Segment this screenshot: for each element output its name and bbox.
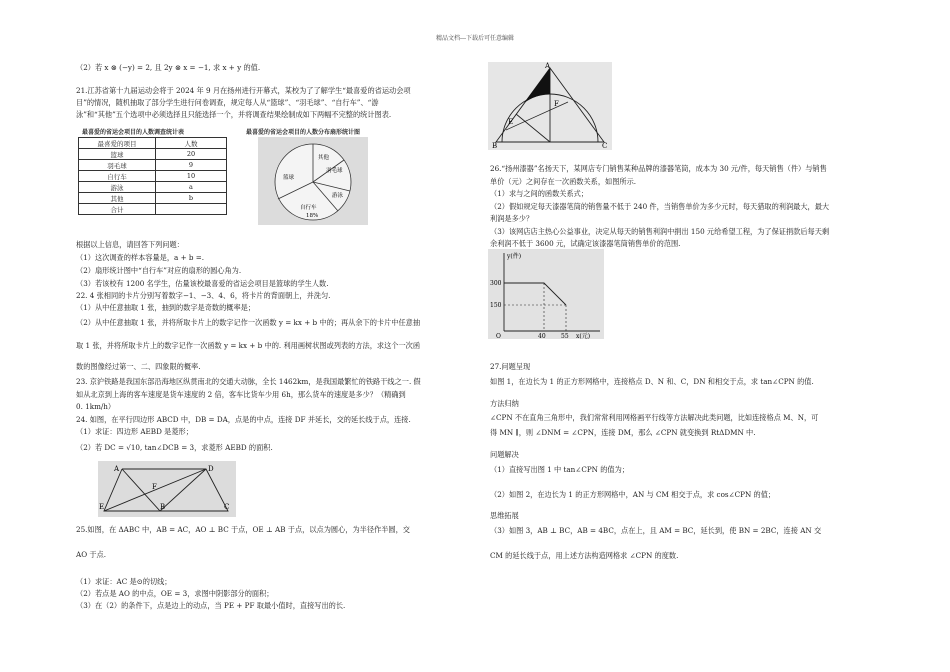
- q26-part1: （1）求与之间的函数关系式；: [490, 189, 589, 198]
- table-cell: 篮球: [79, 149, 156, 160]
- segment-oe: [516, 114, 550, 142]
- graph-y-label: y(件): [507, 253, 522, 260]
- page-header: 精品文档---下载后可任意编辑: [435, 35, 515, 42]
- q26-part2a: （2）假如规定每天漆器笔筒的销售量不低于 240 件，当销售单价为多少元时，每天猎取的利润最大，最大: [490, 202, 830, 211]
- q23-text-1: 23. 京沪铁路是我国东部沿海地区纵贯南北的交通大动脉，全长 1462km，是我国最繁忙的铁路干线之一. 假: [76, 377, 421, 386]
- table-cell: 其他: [79, 193, 156, 204]
- q26-text-2: 单价（元）之间存在一次函数关系，如图所示.: [490, 177, 637, 186]
- fig24-label-a: A: [114, 465, 120, 473]
- pie-chart-title: 最喜爱的省运会项目的人数分布扇形统计图: [246, 129, 361, 136]
- q20-part2: （2）若 x ⊗ (−y) = 2, 且 2y ⊗ x = −1, 求 x + y 的值.: [76, 63, 261, 72]
- table-cell: 游泳: [79, 182, 156, 193]
- table-cell: b: [156, 193, 227, 204]
- pie-label-percent: 18%: [306, 213, 319, 219]
- q23-text-3: 0. 1km/h）: [76, 402, 116, 411]
- table-header-row: [79, 138, 227, 149]
- graph-x-label: x(元): [576, 333, 591, 339]
- fig25-label-b: B: [492, 142, 498, 150]
- graph-tick-40: 40: [538, 333, 546, 339]
- q26-part2b: 利润是多少？: [490, 214, 534, 223]
- table-cell: 10: [156, 171, 227, 182]
- q22-part1: （1）从中任意抽取 1 张，抽到的数字是奇数的概率是；: [76, 303, 256, 312]
- table-row: [79, 160, 227, 171]
- table-row: [79, 182, 227, 193]
- parallelogram-svg: [98, 461, 236, 517]
- pie-figure: [258, 137, 368, 225]
- q25-text-2: AO 于点.: [76, 550, 107, 559]
- table-cell: a: [156, 182, 227, 193]
- semicircle-svg: [488, 62, 612, 150]
- fig25-label-e: E: [508, 118, 514, 126]
- q27-extend-heading: 思维拓展: [490, 511, 519, 520]
- q22-part2b: 取 1 张，并将所取卡片上的数字记作一次函数 y = kx + b 中的. 利用画树状图或列表的方法，求这个一次函: [76, 341, 421, 350]
- pie-label-basketball: 篮球: [283, 175, 295, 181]
- graph-tick-150: 150: [490, 302, 502, 309]
- q22-text: 22. 4 张相同的卡片分别写着数字−1、−3、4、6，将卡片的背面朝上，并洗匀.: [76, 291, 331, 300]
- q22-part2a: （2）从中任意抽取 1 张，并将所取卡片上的数字记作一次函数 y = kx + b 中的；再从余下的卡片中任意抽: [76, 318, 421, 327]
- fig25-label-f: F: [554, 100, 559, 108]
- table-cell: 羽毛球: [79, 160, 156, 171]
- q24-part1: （1）求证：四边形 AEBD 是菱形；: [76, 427, 193, 436]
- q26-part3b: 余利润不低于 3600 元，试确定该漆器笔筒销售单价的范围.: [490, 239, 681, 248]
- table-cell: 9: [156, 160, 227, 171]
- q21-part2: （2）扇形统计图中“自行车”对应的扇形的圆心角为.: [76, 266, 242, 275]
- q27-method-2: 得 MN ∥，则 ∠DNM = ∠CPN，连接 DM，那么 ∠CPN 就变换到 RtΔDMN 中.: [490, 428, 756, 437]
- table-row: [79, 204, 227, 215]
- q21-text-2: 目”的情况，随机抽取了部分学生进行问卷调查，规定每人从“篮球”、“羽毛球”、“自行车”、“游: [76, 98, 379, 107]
- q27-method-1: ∠CPN 不在直角三角形中，我们常常利用网格画平行线等方法解决此类问题，比如连接格点 M、N，可: [490, 413, 819, 422]
- parallelogram-figure: [98, 461, 236, 517]
- table-cell: 合计: [79, 204, 156, 215]
- q27-part3a: （3）如图 3，AB ⊥ BC，AB = 4BC，点在上，且 AM = BC，延长到，使 BN = 2BC，连接 AN 交: [490, 526, 822, 535]
- fig24-label-d: D: [208, 465, 214, 473]
- sales-graph-figure: [488, 249, 604, 339]
- fig24-label-f: F: [152, 483, 157, 491]
- table-cell: [156, 204, 227, 215]
- q22-part2c: 数的图像经过第一、二、四象限的概率.: [76, 362, 201, 371]
- table-row: [79, 171, 227, 182]
- pie-label-other: 其他: [318, 155, 330, 161]
- pie-label-badminton: 羽毛球: [326, 168, 343, 174]
- segment-df: [160, 469, 206, 511]
- table-header-cell: 最喜爱的项目: [79, 138, 156, 149]
- q21-text-3: 泳”和“其他”五个选项中必须选择且只能选择一个，并将调查结果绘制成如下两幅不完整的统计图表.: [76, 110, 392, 119]
- semicircle-figure: [488, 62, 612, 150]
- q26-part3a: （3）该网店店主热心公益事业，决定从每天的销售利润中捐出 150 元给希望工程，为了保证捐款后每天剩: [490, 227, 830, 236]
- q24-text: 24. 如图，在平行四边形 ABCD 中，DB = DA，点是的中点，连接 DF 并延长，交的延长线于点，连接.: [76, 415, 411, 424]
- q27-problem: 如图 1，在边长为 1 的正方形网格中，连接格点 D、N 和、C，DN 和相交于点，求 tan∠CPN 的值.: [490, 377, 814, 386]
- q25-part1: （1）求证：AC 是⊙的切线；: [76, 577, 172, 586]
- fig24-label-b: B: [160, 503, 166, 511]
- fig25-label-a: A: [545, 62, 551, 70]
- q21-part1: （1）这次调查的样本容量是，a + b =.: [76, 253, 205, 262]
- q25-text-1: 25.如图，在 ΔABC 中，AB = AC，AO ⊥ BC 于点，OE ⊥ AB 于点，以点为圆心，为半径作半圆，交: [76, 525, 410, 534]
- q27-heading: 27.问题呈现: [490, 362, 531, 371]
- table-row: [79, 193, 227, 204]
- q25-part3: （3）在（2）的条件下，点是边上的动点，当 PE + PF 取最小值时，直接写出的长.: [76, 601, 346, 610]
- fig24-label-c: C: [224, 503, 230, 511]
- q21-text-1: 21.江苏省第十九届运动会将于 2024 年 9 月在扬州进行开幕式，某校为了了解学生“最喜爱的省运动会项: [76, 86, 411, 95]
- stats-table-title: 最喜爱的省运会项目的人数调查统计表: [82, 129, 185, 136]
- q27-part1: （1）直接写出图 1 中 tan∠CPN 的值为；: [490, 465, 629, 474]
- q21-prompt: 根据以上信息，请回答下列问题：: [76, 240, 184, 249]
- pie-label-swimming: 游泳: [332, 193, 344, 199]
- fig25-label-c: C: [602, 142, 608, 150]
- q27-method-heading: 方法归纳: [490, 399, 519, 408]
- pie-label-cycling: 自行车: [300, 205, 317, 211]
- table-header-cell: 人数: [156, 138, 227, 149]
- table-cell: 自行车: [79, 171, 156, 182]
- graph-tick-300: 300: [490, 280, 502, 287]
- q26-text-1: 26.“扬州漆器”名扬天下，某网店专门销售某种品牌的漆器笔筒，成本为 30 元/件，每天销售（件）与销售: [490, 164, 827, 173]
- q23-text-2: 如从北京到上海的客车速度是货车速度的 2 倍，客车比货车少用 6h，那么货车的速度是多少？（精确到: [76, 390, 406, 399]
- table-cell: 20: [156, 149, 227, 160]
- sales-graph-svg: [488, 249, 604, 339]
- q21-part3: （3）若该校有 1200 名学生，估量该校最喜爱的省运会项目是篮球的学生人数.: [76, 279, 329, 288]
- graph-tick-55: 55: [561, 333, 569, 339]
- pie-chart-svg: [258, 137, 368, 225]
- stats-table: [78, 137, 227, 215]
- fig24-label-e: E: [99, 503, 105, 511]
- q27-part3b: CM 的延长线于点，用上述方法构造网格求 ∠CPN 的度数.: [490, 551, 679, 560]
- sales-line: [504, 283, 566, 305]
- q27-part2: （2）如图 2，在边长为 1 的正方形网格中，AN 与 CM 相交于点，求 cos∠CPN 的值；: [490, 490, 776, 499]
- q25-part2: （2）若点是 AO 的中点，OE = 3，求图中阴影部分的面积；: [76, 589, 274, 598]
- q24-part2: （2）若 DC = √10, tan∠DCB = 3，求菱形 AEBD 的面积.: [76, 443, 273, 452]
- parallelogram-outline: [104, 469, 228, 511]
- q27-solve-heading: 问题解决: [490, 450, 519, 459]
- table-row: [79, 149, 227, 160]
- graph-origin: O: [496, 333, 501, 339]
